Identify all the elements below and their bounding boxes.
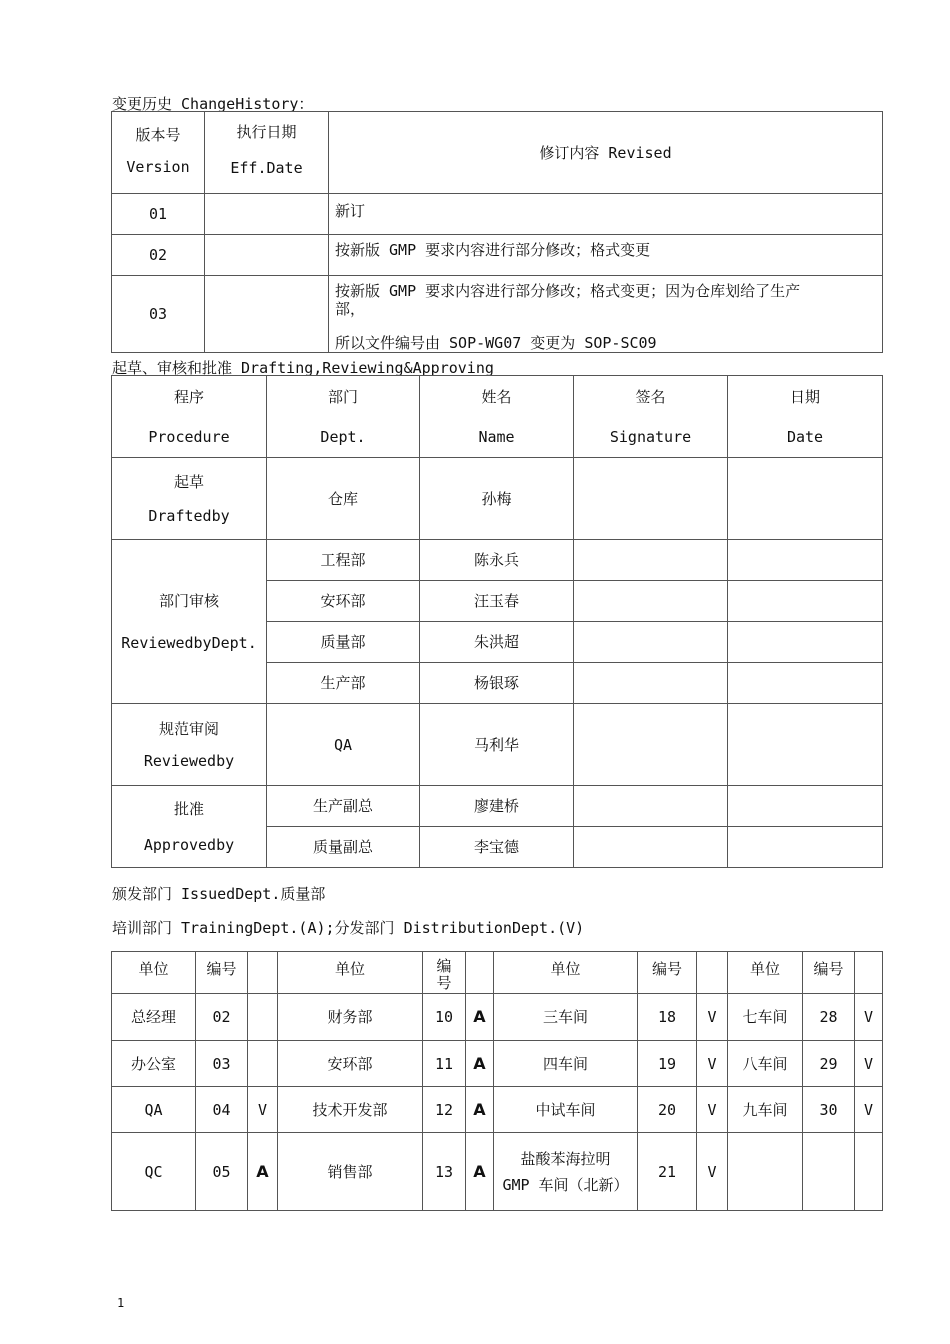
- unit-cell: QA: [112, 1087, 196, 1133]
- name-cell: 李宝德: [420, 827, 574, 868]
- mark-cell: [248, 994, 278, 1041]
- no-header: 编号: [196, 952, 248, 994]
- name-cell: 孙梅: [420, 458, 574, 540]
- unit-cell: 总经理: [112, 994, 196, 1041]
- no-cell: 20: [638, 1087, 697, 1133]
- dept-cell: 仓库: [267, 458, 420, 540]
- table-row: [112, 194, 883, 235]
- mark-cell: V: [855, 994, 883, 1041]
- drafted-procedure: [112, 458, 267, 540]
- no-header: 编号: [803, 952, 855, 994]
- header-cn: 部门: [327, 387, 358, 406]
- signature-cell: [574, 458, 728, 540]
- procedure-cn: 起草: [173, 472, 204, 491]
- dept-cell: 生产部: [267, 663, 420, 704]
- name-cell: 杨银琢: [420, 663, 574, 704]
- table-row: [112, 235, 883, 276]
- header-cn: 签名: [635, 387, 666, 406]
- unit-cell: [728, 1133, 803, 1211]
- revised-header: 修订内容 Revised: [329, 112, 883, 194]
- date-cell: [728, 827, 883, 868]
- unit-header: 单位: [494, 952, 638, 994]
- mark-header: [248, 952, 278, 994]
- dept-cell: 安环部: [267, 581, 420, 622]
- no-cell: 29: [803, 1041, 855, 1087]
- mark-cell: V: [248, 1087, 278, 1133]
- version-cell: 01: [112, 194, 205, 235]
- no-cell: 10: [423, 994, 466, 1041]
- date-cell: [728, 786, 883, 827]
- signature-cell: [574, 704, 728, 786]
- unit-line: 盐酸苯海拉明: [520, 1149, 611, 1168]
- mark-cell: V: [697, 1133, 728, 1211]
- no-cell: 05: [196, 1133, 248, 1211]
- date-cell: [728, 540, 883, 581]
- dept-cell: 质量部: [267, 622, 420, 663]
- approve-procedure: [112, 786, 267, 868]
- content-cell: 新订: [329, 194, 883, 235]
- page-number: 1: [117, 1296, 125, 1310]
- unit-cell: 中试车间: [494, 1087, 638, 1133]
- unit-line: GMP 车间（北新）: [502, 1175, 629, 1194]
- mark-cell: V: [855, 1087, 883, 1133]
- std-review-row: [112, 704, 883, 786]
- no-cell: 13: [423, 1133, 466, 1211]
- mark-cell: [855, 1133, 883, 1211]
- date-cell: [728, 663, 883, 704]
- dept-cell: 工程部: [267, 540, 420, 581]
- mark-cell: A: [248, 1133, 278, 1211]
- drafted-row: [112, 458, 883, 540]
- mark-cell: V: [855, 1041, 883, 1087]
- mark-cell: A: [466, 994, 494, 1041]
- name-cell: 廖建桥: [420, 786, 574, 827]
- mark-header: [466, 952, 494, 994]
- header-cn: 程序: [173, 387, 204, 406]
- no-cell: 04: [196, 1087, 248, 1133]
- unit-cell: 七车间: [728, 994, 803, 1041]
- mark-cell: V: [697, 1087, 728, 1133]
- name-cell: 汪玉春: [420, 581, 574, 622]
- no-cell: 11: [423, 1041, 466, 1087]
- signature-cell: [574, 540, 728, 581]
- history-table: [111, 111, 883, 353]
- table-row: [112, 786, 883, 827]
- table-row: [112, 276, 883, 353]
- table-row: [112, 1041, 883, 1087]
- procedure-cn: 部门审核: [158, 591, 219, 610]
- header-cn: 姓名: [481, 387, 512, 406]
- date-header-en: Eff.Date: [230, 158, 303, 177]
- approval-header-row: [112, 376, 883, 458]
- unit-cell: 技术开发部: [278, 1087, 423, 1133]
- training-dept: 培训部门 TrainingDept.(A);分发部门 DistributionDept.(V): [112, 919, 585, 937]
- distribution-header-row: [112, 952, 883, 994]
- distribution-table: [111, 951, 883, 1211]
- signature-cell: [574, 827, 728, 868]
- procedure-en: Draftedby: [148, 506, 230, 525]
- no-cell: 21: [638, 1133, 697, 1211]
- table-row: [112, 1133, 883, 1211]
- date-cell: [205, 276, 329, 353]
- content-line: 部，: [335, 300, 366, 318]
- approval-title: 起草、审核和批准 Drafting,Reviewing&Approving: [112, 359, 494, 377]
- header-en: Signature: [609, 427, 692, 446]
- unit-cell: 八车间: [728, 1041, 803, 1087]
- mark-cell: A: [466, 1041, 494, 1087]
- procedure-cn: 规范审阅: [158, 719, 219, 738]
- signature-cell: [574, 581, 728, 622]
- signature-cell: [574, 786, 728, 827]
- procedure-header: [112, 376, 267, 458]
- date-header-cn: 执行日期: [236, 122, 297, 141]
- unit-cell: 四车间: [494, 1041, 638, 1087]
- name-cell: 陈永兵: [420, 540, 574, 581]
- table-row: [112, 994, 883, 1041]
- name-header: [420, 376, 574, 458]
- mark-header: [855, 952, 883, 994]
- unit-cell: 安环部: [278, 1041, 423, 1087]
- signature-header: [574, 376, 728, 458]
- no-cell: [803, 1133, 855, 1211]
- dept-cell: 质量副总: [267, 827, 420, 868]
- unit-header: 单位: [728, 952, 803, 994]
- content-cell: [329, 276, 883, 353]
- dept-cell: 生产副总: [267, 786, 420, 827]
- mark-cell: V: [697, 994, 728, 1041]
- mark-cell: A: [466, 1133, 494, 1211]
- date-header: [728, 376, 883, 458]
- unit-cell: 九车间: [728, 1087, 803, 1133]
- no-header: 编号: [638, 952, 697, 994]
- dept-header: [267, 376, 420, 458]
- date-header: [205, 112, 329, 194]
- date-cell: [205, 194, 329, 235]
- no-cell: 18: [638, 994, 697, 1041]
- mark-cell: [248, 1041, 278, 1087]
- unit-header: 单位: [112, 952, 196, 994]
- unit-cell: 办公室: [112, 1041, 196, 1087]
- header-en: Date: [786, 427, 824, 446]
- date-cell: [728, 704, 883, 786]
- date-cell: [728, 622, 883, 663]
- approval-table: [111, 375, 883, 868]
- table-row: [112, 540, 883, 581]
- name-cell: 马利华: [420, 704, 574, 786]
- unit-cell: 三车间: [494, 994, 638, 1041]
- content-line: 所以文件编号由 SOP-WG07 变更为 SOP-SC09: [335, 334, 657, 352]
- unit-header: 单位: [278, 952, 423, 994]
- procedure-en: ReviewedbyDept.: [121, 633, 257, 652]
- no-cell: 30: [803, 1087, 855, 1133]
- std-review-procedure: [112, 704, 267, 786]
- no-cell: 28: [803, 994, 855, 1041]
- name-cell: 朱洪超: [420, 622, 574, 663]
- date-cell: [728, 458, 883, 540]
- no-cell: 03: [196, 1041, 248, 1087]
- no-cell: 19: [638, 1041, 697, 1087]
- mark-cell: V: [697, 1041, 728, 1087]
- dept-cell: QA: [267, 704, 420, 786]
- date-cell: [728, 581, 883, 622]
- content-line: 按新版 GMP 要求内容进行部分修改；格式变更；因为仓库划给了生产: [335, 282, 801, 300]
- header-en: Dept.: [320, 427, 366, 446]
- dept-review-procedure: [112, 540, 267, 704]
- version-header: [112, 112, 205, 194]
- header-en: Name: [478, 427, 515, 446]
- procedure-en: Reviewedby: [143, 751, 235, 770]
- no-cell: 12: [423, 1087, 466, 1133]
- date-cell: [205, 235, 329, 276]
- version-header-en: Version: [126, 157, 190, 176]
- procedure-en: Approvedby: [143, 835, 235, 854]
- history-title: 变更历史 ChangeHistory：: [112, 95, 314, 113]
- unit-cell: 财务部: [278, 994, 423, 1041]
- unit-cell: QC: [112, 1133, 196, 1211]
- version-cell: 02: [112, 235, 205, 276]
- mark-cell: A: [466, 1087, 494, 1133]
- mark-header: [697, 952, 728, 994]
- table-row: [112, 1087, 883, 1133]
- header-en: Procedure: [148, 427, 230, 446]
- no-header: 编 号: [423, 952, 466, 994]
- signature-cell: [574, 622, 728, 663]
- signature-cell: [574, 663, 728, 704]
- unit-cell: [494, 1133, 638, 1211]
- issued-dept: 颁发部门 IssuedDept.质量部: [112, 885, 326, 903]
- version-cell: 03: [112, 276, 205, 353]
- unit-cell: 销售部: [278, 1133, 423, 1211]
- version-header-cn: 版本号: [135, 125, 181, 144]
- content-cell: 按新版 GMP 要求内容进行部分修改；格式变更: [329, 235, 883, 276]
- no-cell: 02: [196, 994, 248, 1041]
- procedure-cn: 批准: [173, 799, 204, 818]
- header-cn: 日期: [789, 387, 820, 406]
